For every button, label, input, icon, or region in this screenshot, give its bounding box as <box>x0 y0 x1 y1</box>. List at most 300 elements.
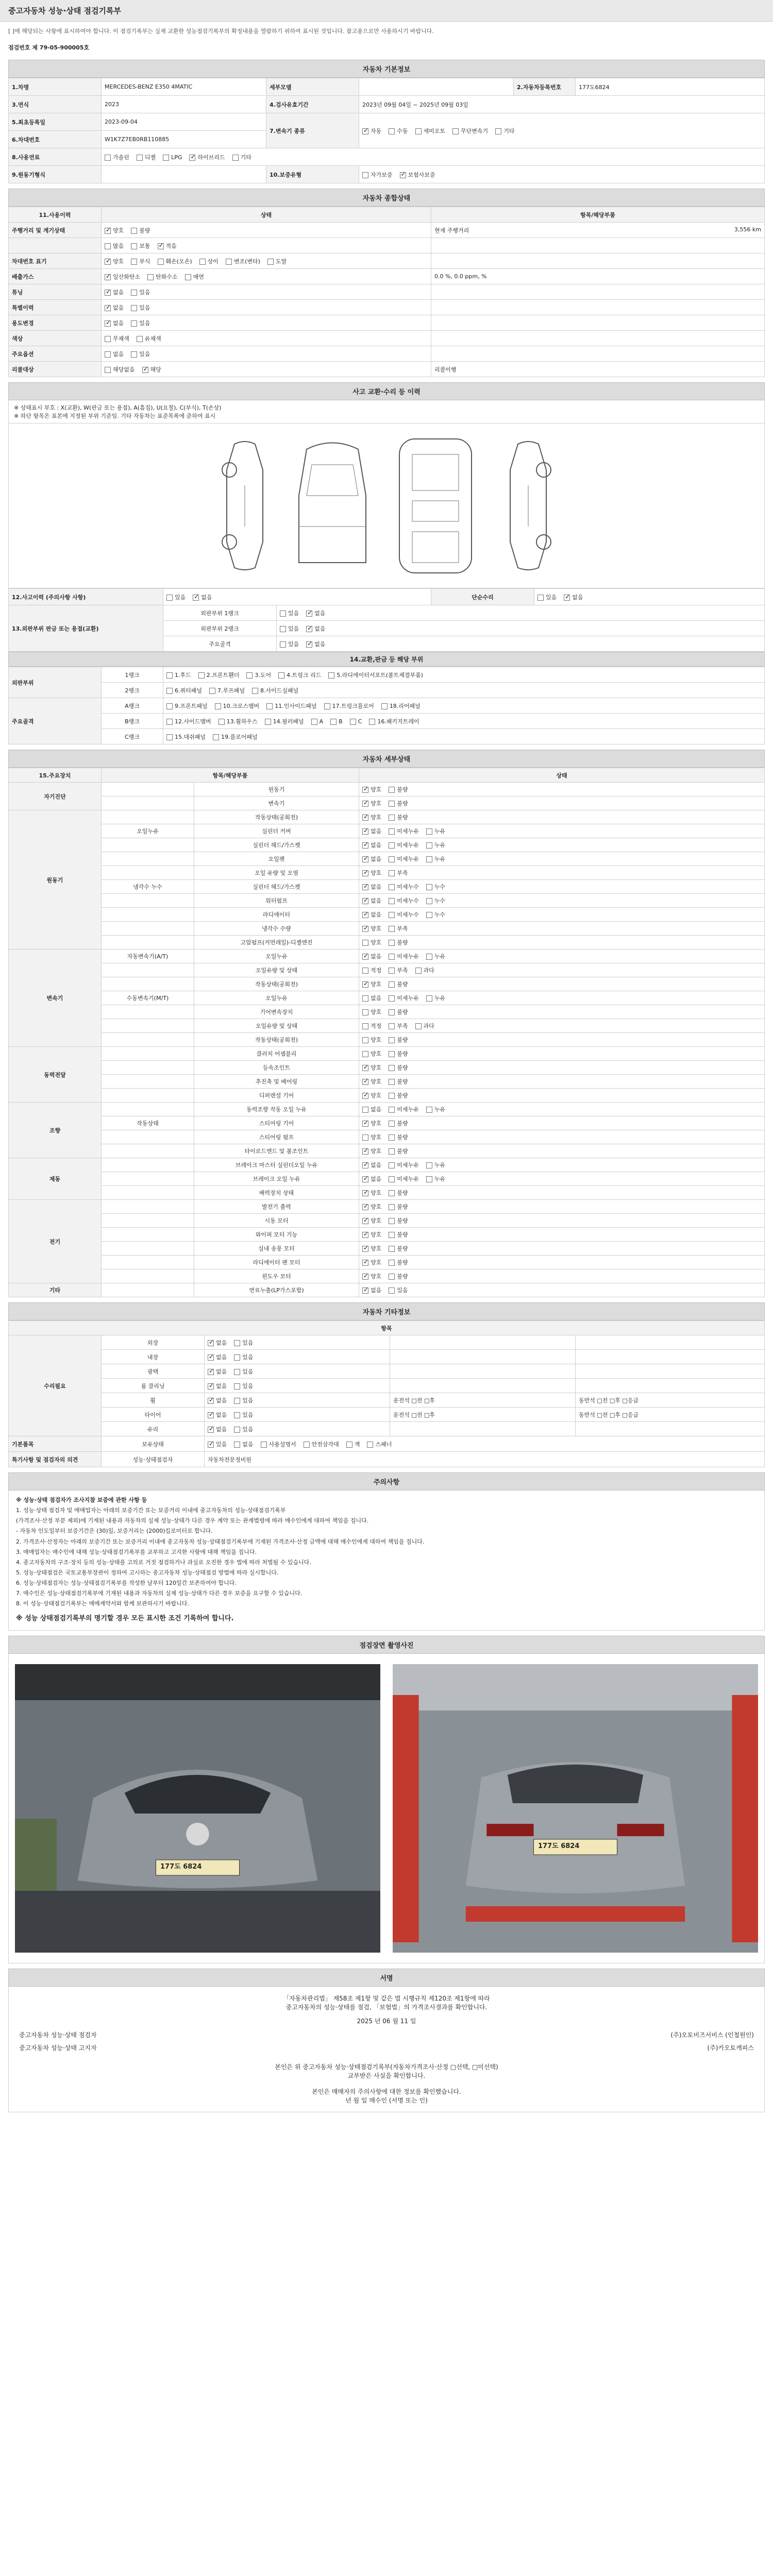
checkbox-icon[interactable] <box>389 828 395 835</box>
checkbox-icon[interactable] <box>389 1037 395 1043</box>
option[interactable] <box>208 1396 227 1404</box>
option[interactable] <box>362 127 381 135</box>
checkbox-icon[interactable] <box>362 1107 368 1113</box>
checked-box-icon[interactable] <box>105 320 111 327</box>
other-row-options[interactable] <box>205 1408 390 1422</box>
checked-box-icon[interactable] <box>362 1287 368 1294</box>
checkbox-icon[interactable] <box>105 336 111 342</box>
checkbox-icon[interactable] <box>389 995 395 1002</box>
checkbox-icon[interactable] <box>362 940 368 946</box>
checkbox-icon[interactable] <box>389 884 395 890</box>
option[interactable] <box>400 171 435 179</box>
option[interactable] <box>105 350 124 358</box>
checkbox-icon[interactable] <box>330 719 337 725</box>
option[interactable] <box>362 883 381 891</box>
checked-box-icon[interactable] <box>306 641 312 648</box>
option[interactable] <box>324 702 374 710</box>
option[interactable] <box>362 924 381 933</box>
option[interactable] <box>131 226 150 234</box>
option[interactable] <box>131 303 150 312</box>
checkbox-icon[interactable] <box>426 954 432 960</box>
detail-item-options[interactable] <box>359 1172 765 1186</box>
checkbox-icon[interactable] <box>389 1023 395 1029</box>
checkbox-icon[interactable] <box>252 688 258 694</box>
option[interactable] <box>426 896 445 905</box>
detail-item-options[interactable] <box>359 796 765 810</box>
option[interactable] <box>362 1105 381 1113</box>
checkbox-icon[interactable] <box>362 172 368 178</box>
other-row-options[interactable] <box>205 1393 390 1408</box>
checkbox-icon[interactable] <box>324 703 330 709</box>
option[interactable] <box>105 288 124 296</box>
checked-box-icon[interactable] <box>362 884 368 890</box>
option[interactable] <box>389 1175 419 1183</box>
option[interactable] <box>362 1244 381 1252</box>
checkbox-icon[interactable] <box>278 672 284 679</box>
general-row-options[interactable] <box>102 315 431 331</box>
option[interactable] <box>367 1440 392 1448</box>
checkbox-icon[interactable] <box>389 912 395 918</box>
checkbox-icon[interactable] <box>362 1051 368 1057</box>
checkbox-icon[interactable] <box>389 968 395 974</box>
checked-box-icon[interactable] <box>362 1162 368 1168</box>
detail-item-options[interactable] <box>359 908 765 922</box>
option[interactable] <box>389 1244 408 1252</box>
option[interactable] <box>362 171 393 179</box>
checkbox-icon[interactable] <box>198 672 205 679</box>
option[interactable] <box>362 785 381 793</box>
option[interactable] <box>208 1353 227 1361</box>
detail-item-options[interactable] <box>359 1283 765 1297</box>
option[interactable] <box>232 153 251 161</box>
option[interactable] <box>426 952 445 960</box>
parts-options[interactable] <box>163 729 765 744</box>
checkbox-icon[interactable] <box>389 1218 395 1224</box>
option[interactable] <box>362 938 381 946</box>
checkbox-icon[interactable] <box>389 870 395 876</box>
parts-options[interactable] <box>163 714 765 729</box>
option[interactable] <box>389 841 419 849</box>
checked-box-icon[interactable] <box>362 898 368 904</box>
option[interactable] <box>426 855 445 863</box>
checked-box-icon[interactable] <box>362 981 368 988</box>
other-row-options[interactable] <box>205 1379 390 1393</box>
checkbox-icon[interactable] <box>426 1107 432 1113</box>
checkbox-icon[interactable] <box>311 719 317 725</box>
rank1-options[interactable] <box>277 605 765 621</box>
option[interactable] <box>105 319 124 327</box>
option[interactable] <box>266 702 316 710</box>
option[interactable] <box>280 609 299 617</box>
option[interactable] <box>280 624 299 633</box>
checkbox-icon[interactable] <box>389 1093 395 1099</box>
warranty-options[interactable] <box>359 166 765 183</box>
detail-item-options[interactable] <box>359 963 765 977</box>
checkbox-icon[interactable] <box>389 940 395 946</box>
checkbox-icon[interactable] <box>234 1383 240 1389</box>
simple-repair-options[interactable] <box>534 589 765 605</box>
checkbox-icon[interactable] <box>131 320 137 327</box>
option[interactable] <box>389 127 408 135</box>
checkbox-icon[interactable] <box>280 626 286 632</box>
checkbox-icon[interactable] <box>389 1204 395 1210</box>
checked-box-icon[interactable] <box>362 1260 368 1266</box>
option[interactable] <box>185 273 204 281</box>
option[interactable] <box>261 1440 296 1448</box>
option[interactable] <box>158 257 192 265</box>
option[interactable] <box>389 952 419 960</box>
option[interactable] <box>389 1022 408 1030</box>
option[interactable] <box>415 127 446 135</box>
checked-box-icon[interactable] <box>208 1412 214 1418</box>
checkbox-icon[interactable] <box>234 1427 240 1433</box>
detail-item-options[interactable] <box>359 1214 765 1228</box>
checked-box-icon[interactable] <box>362 1148 368 1155</box>
checkbox-icon[interactable] <box>426 828 432 835</box>
checkbox-icon[interactable] <box>234 1398 240 1404</box>
option[interactable] <box>362 1063 381 1072</box>
option[interactable] <box>362 1036 381 1044</box>
checkbox-icon[interactable] <box>389 1009 395 1015</box>
option[interactable] <box>362 841 381 849</box>
checked-box-icon[interactable] <box>306 626 312 632</box>
checked-box-icon[interactable] <box>362 128 368 134</box>
option[interactable] <box>198 671 240 679</box>
detail-item-options[interactable] <box>359 950 765 963</box>
checkbox-icon[interactable] <box>199 259 206 265</box>
checked-box-icon[interactable] <box>105 259 111 265</box>
option[interactable] <box>234 1411 253 1419</box>
option[interactable] <box>362 1008 381 1016</box>
general-row-options[interactable] <box>102 223 431 238</box>
option[interactable] <box>389 924 408 933</box>
checkbox-icon[interactable] <box>389 801 395 807</box>
checked-box-icon[interactable] <box>208 1427 214 1433</box>
option[interactable] <box>131 319 150 327</box>
checkbox-icon[interactable] <box>304 1442 310 1448</box>
checkbox-icon[interactable] <box>234 1354 240 1361</box>
checkbox-icon[interactable] <box>131 305 137 311</box>
option[interactable] <box>362 980 381 988</box>
checked-box-icon[interactable] <box>362 1190 368 1196</box>
checkbox-icon[interactable] <box>389 1079 395 1085</box>
checkbox-icon[interactable] <box>261 1442 267 1448</box>
checkbox-icon[interactable] <box>234 1412 240 1418</box>
checked-box-icon[interactable] <box>362 787 368 793</box>
checkbox-icon[interactable] <box>389 898 395 904</box>
rank2-options[interactable] <box>277 621 765 636</box>
option[interactable] <box>306 609 325 617</box>
option[interactable] <box>166 702 208 710</box>
checked-box-icon[interactable] <box>362 926 368 932</box>
detail-item-options[interactable] <box>359 824 765 838</box>
checkbox-icon[interactable] <box>105 367 111 373</box>
checkbox-icon[interactable] <box>185 274 191 280</box>
option[interactable] <box>426 994 445 1002</box>
detail-item-options[interactable] <box>359 810 765 824</box>
checked-box-icon[interactable] <box>208 1369 214 1375</box>
checkbox-icon[interactable] <box>147 274 154 280</box>
option[interactable] <box>306 624 325 633</box>
option[interactable] <box>362 1133 381 1141</box>
checked-box-icon[interactable] <box>362 954 368 960</box>
checkbox-icon[interactable] <box>389 926 395 932</box>
option[interactable] <box>234 1440 253 1448</box>
checkbox-icon[interactable] <box>137 155 143 161</box>
checkbox-icon[interactable] <box>362 1009 368 1015</box>
checked-box-icon[interactable] <box>362 1274 368 1280</box>
checkbox-icon[interactable] <box>219 719 225 725</box>
option[interactable] <box>306 640 325 648</box>
option[interactable] <box>389 980 408 988</box>
option[interactable] <box>131 350 150 358</box>
checkbox-icon[interactable] <box>415 968 422 974</box>
option[interactable] <box>219 717 258 725</box>
checked-box-icon[interactable] <box>362 1093 368 1099</box>
option[interactable] <box>362 1161 381 1169</box>
option[interactable] <box>362 1272 381 1280</box>
checked-box-icon[interactable] <box>362 1246 368 1252</box>
option[interactable] <box>389 883 419 891</box>
general-row-options[interactable] <box>102 331 431 346</box>
option[interactable] <box>234 1382 253 1390</box>
detail-item-options[interactable] <box>359 1103 765 1116</box>
checkbox-icon[interactable] <box>280 611 286 617</box>
checkbox-icon[interactable] <box>131 228 137 234</box>
checkbox-icon[interactable] <box>389 815 395 821</box>
checkbox-icon[interactable] <box>389 1148 395 1155</box>
checkbox-icon[interactable] <box>362 968 368 974</box>
detail-item-options[interactable] <box>359 1130 765 1144</box>
option[interactable] <box>105 273 140 281</box>
option[interactable] <box>304 1440 339 1448</box>
checkbox-icon[interactable] <box>362 1037 368 1043</box>
checkbox-icon[interactable] <box>537 595 544 601</box>
checked-box-icon[interactable] <box>362 815 368 821</box>
detail-item-options[interactable] <box>359 922 765 936</box>
option[interactable] <box>131 288 150 296</box>
option[interactable] <box>415 1022 434 1030</box>
other-row-options[interactable] <box>205 1422 390 1436</box>
option[interactable] <box>389 1119 408 1127</box>
option[interactable] <box>415 966 434 974</box>
detail-item-options[interactable] <box>359 1089 765 1103</box>
option[interactable] <box>362 952 381 960</box>
checkbox-icon[interactable] <box>209 688 215 694</box>
option[interactable] <box>389 1077 408 1086</box>
option[interactable] <box>362 827 381 835</box>
detail-item-options[interactable] <box>359 1005 765 1019</box>
option[interactable] <box>166 671 191 679</box>
option[interactable] <box>389 1105 419 1113</box>
general-row-options[interactable] <box>102 362 431 377</box>
checked-box-icon[interactable] <box>193 595 199 601</box>
option[interactable] <box>189 153 225 161</box>
checkbox-icon[interactable] <box>426 1162 432 1168</box>
checkbox-icon[interactable] <box>131 351 137 358</box>
option[interactable] <box>234 1353 253 1361</box>
option[interactable] <box>213 733 258 741</box>
option[interactable] <box>147 273 178 281</box>
checkbox-icon[interactable] <box>389 1065 395 1071</box>
option[interactable] <box>426 827 445 835</box>
checkbox-icon[interactable] <box>131 259 137 265</box>
checkbox-icon[interactable] <box>346 1442 352 1448</box>
accident-history-options[interactable] <box>163 589 431 605</box>
option[interactable] <box>215 702 260 710</box>
checked-box-icon[interactable] <box>362 870 368 876</box>
checkbox-icon[interactable] <box>166 734 173 740</box>
option[interactable] <box>208 1382 227 1390</box>
option[interactable] <box>362 1022 381 1030</box>
main-frame-options[interactable] <box>277 636 765 652</box>
checkbox-icon[interactable] <box>266 703 273 709</box>
checkbox-icon[interactable] <box>389 1051 395 1057</box>
checked-box-icon[interactable] <box>208 1383 214 1389</box>
checked-box-icon[interactable] <box>105 274 111 280</box>
option[interactable] <box>426 883 445 891</box>
option[interactable] <box>389 1133 408 1141</box>
checkbox-icon[interactable] <box>426 898 432 904</box>
option[interactable] <box>199 257 219 265</box>
option[interactable] <box>362 994 381 1002</box>
checked-box-icon[interactable] <box>189 155 195 161</box>
option[interactable] <box>389 869 408 877</box>
checkbox-icon[interactable] <box>362 995 368 1002</box>
option[interactable] <box>137 153 156 161</box>
checkbox-icon[interactable] <box>426 912 432 918</box>
checkbox-icon[interactable] <box>166 688 173 694</box>
option[interactable] <box>105 153 129 161</box>
checkbox-icon[interactable] <box>389 1134 395 1141</box>
checkbox-icon[interactable] <box>246 672 253 679</box>
option[interactable] <box>362 1202 381 1211</box>
option[interactable] <box>208 1338 227 1347</box>
option[interactable] <box>389 1230 408 1239</box>
checkbox-icon[interactable] <box>131 243 137 249</box>
checkbox-icon[interactable] <box>166 672 173 679</box>
checkbox-icon[interactable] <box>426 856 432 862</box>
option[interactable] <box>389 1258 408 1266</box>
option[interactable] <box>564 593 583 601</box>
checkbox-icon[interactable] <box>389 1287 395 1294</box>
option[interactable] <box>362 1049 381 1058</box>
detail-item-options[interactable] <box>359 977 765 991</box>
option[interactable] <box>426 1161 445 1169</box>
option[interactable] <box>267 257 287 265</box>
option[interactable] <box>208 1367 227 1376</box>
checkbox-icon[interactable] <box>158 259 164 265</box>
checked-box-icon[interactable] <box>362 1218 368 1224</box>
checked-box-icon[interactable] <box>362 1232 368 1238</box>
detail-item-options[interactable] <box>359 1047 765 1061</box>
option[interactable] <box>208 1425 227 1433</box>
option[interactable] <box>369 717 419 725</box>
detail-item-options[interactable] <box>359 894 765 908</box>
checkbox-icon[interactable] <box>350 719 356 725</box>
option[interactable] <box>389 1036 408 1044</box>
option[interactable] <box>346 1440 360 1448</box>
checkbox-icon[interactable] <box>389 1176 395 1182</box>
option[interactable] <box>280 640 299 648</box>
option[interactable] <box>389 827 419 835</box>
checkbox-icon[interactable] <box>362 1134 368 1141</box>
checked-box-icon[interactable] <box>208 1340 214 1346</box>
option[interactable] <box>389 1286 408 1294</box>
checked-box-icon[interactable] <box>564 595 570 601</box>
general-row-options[interactable] <box>102 284 431 300</box>
option[interactable] <box>389 1272 408 1280</box>
checked-box-icon[interactable] <box>362 1121 368 1127</box>
checkbox-icon[interactable] <box>267 259 274 265</box>
option[interactable] <box>389 785 408 793</box>
option[interactable] <box>362 1091 381 1099</box>
detail-item-options[interactable] <box>359 1144 765 1158</box>
option[interactable] <box>426 1105 445 1113</box>
checked-box-icon[interactable] <box>208 1354 214 1361</box>
checkbox-icon[interactable] <box>137 336 143 342</box>
detail-item-options[interactable] <box>359 1200 765 1214</box>
detail-item-options[interactable] <box>359 866 765 880</box>
detail-item-options[interactable] <box>359 991 765 1005</box>
detail-item-options[interactable] <box>359 1256 765 1269</box>
option[interactable] <box>389 1202 408 1211</box>
option[interactable] <box>137 334 161 343</box>
checkbox-icon[interactable] <box>426 842 432 849</box>
checked-box-icon[interactable] <box>105 305 111 311</box>
detail-item-options[interactable] <box>359 783 765 796</box>
option[interactable] <box>362 855 381 863</box>
detail-item-options[interactable] <box>359 1075 765 1089</box>
option[interactable] <box>163 154 182 161</box>
option[interactable] <box>142 365 161 374</box>
option[interactable] <box>389 966 408 974</box>
checked-box-icon[interactable] <box>362 842 368 849</box>
option[interactable] <box>389 855 419 863</box>
option[interactable] <box>389 813 408 821</box>
option[interactable] <box>362 1189 381 1197</box>
checkbox-icon[interactable] <box>381 703 388 709</box>
parts-options[interactable] <box>163 667 765 683</box>
option[interactable] <box>193 593 212 601</box>
checkbox-icon[interactable] <box>415 128 422 134</box>
option[interactable] <box>389 1189 408 1197</box>
checked-box-icon[interactable] <box>362 1204 368 1210</box>
option[interactable] <box>246 671 271 679</box>
other-row-options[interactable] <box>205 1350 390 1364</box>
option[interactable] <box>105 334 129 343</box>
checkbox-icon[interactable] <box>280 641 286 648</box>
checkbox-icon[interactable] <box>495 128 501 134</box>
option[interactable] <box>389 799 408 807</box>
checkbox-icon[interactable] <box>105 243 111 249</box>
option[interactable] <box>105 226 124 234</box>
checked-box-icon[interactable] <box>362 828 368 835</box>
checkbox-icon[interactable] <box>389 1246 395 1252</box>
option[interactable] <box>105 303 124 312</box>
option[interactable] <box>362 1258 381 1266</box>
checked-box-icon[interactable] <box>306 611 312 617</box>
checkbox-icon[interactable] <box>389 128 395 134</box>
option[interactable] <box>234 1396 253 1404</box>
option[interactable] <box>362 1175 381 1183</box>
general-row-options[interactable] <box>102 346 431 362</box>
option[interactable] <box>328 671 423 679</box>
checkbox-icon[interactable] <box>213 734 219 740</box>
checkbox-icon[interactable] <box>389 1190 395 1196</box>
checked-box-icon[interactable] <box>362 801 368 807</box>
option[interactable] <box>131 242 150 250</box>
